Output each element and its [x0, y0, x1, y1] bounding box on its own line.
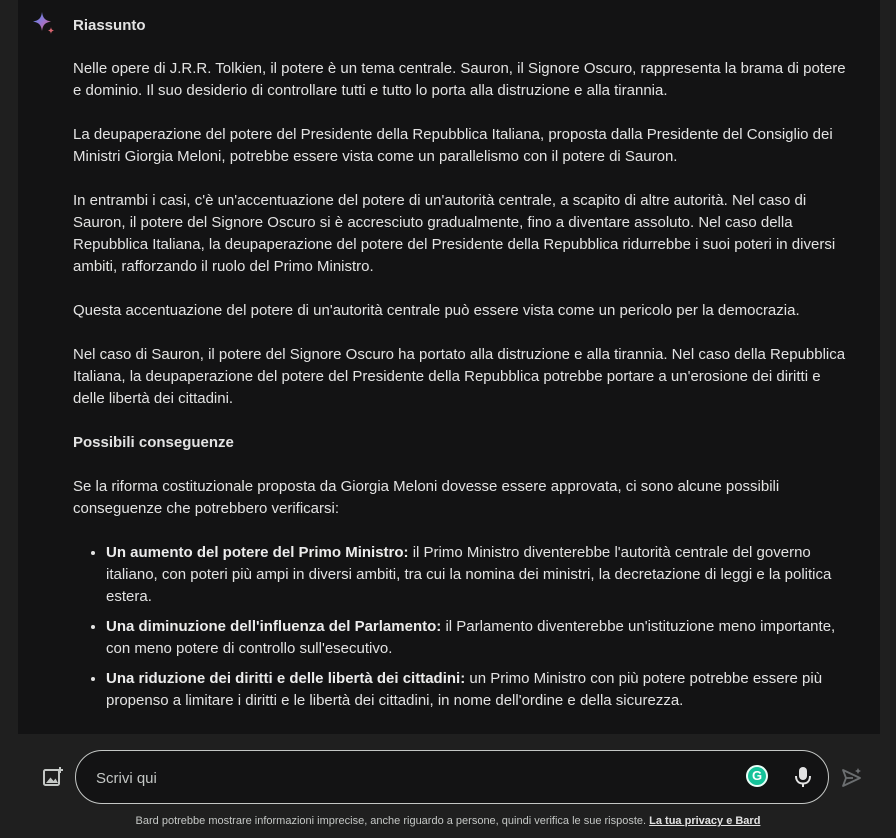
grammarly-icon[interactable] [746, 765, 768, 787]
response-paragraph: In entrambi i casi, c'è un'accentuazione del potere di un'autorità centrale, a scapito di altre autorità. Nel caso di Sauron, il potere del Signore Oscuro si è accresciuto gradualmente, fino a diventare assoluto. Nel caso della Repubblica Italiana, la deupaperazione del potere del Presidente della Repubblica ridurrebbe i suoi poteri in diversi ambiti, rafforzando il ruolo del Primo Ministro. [73, 192, 836, 275]
list-item-text: un Primo Ministro con più potere potrebbe essere più propenso a limitare i diritti e le libertà dei cittadini, in nome dell'ordine e della sicurezza. [106, 670, 823, 709]
list-item-text: il Parlamento diventerebbe un'istituzione meno importante, con meno potere di controllo sull'esecutivo. [106, 618, 836, 657]
send-icon[interactable] [841, 766, 863, 788]
microphone-icon[interactable] [792, 765, 814, 789]
response-paragraph: Nelle opere di J.R.R. Tolkien, il potere è un tema centrale. Sauron, il Signore Oscuro, rappresenta la brama di potere e dominio. Il suo desiderio di controllare tutti e tutto lo porta alla distruzione e alla tirannia. [73, 60, 846, 99]
list-item-text: il Primo Ministro diventerebbe l'autorità centrale del governo italiano, con poteri più ampi in diversi ambiti, tra cui la nomina dei ministri, la decretazione di leggi e la politica estera. [106, 544, 832, 605]
add-image-icon[interactable] [42, 766, 64, 788]
list-item [106, 668, 848, 712]
list-item [106, 542, 848, 608]
consequences-list [73, 542, 848, 712]
disclaimer [0, 814, 896, 828]
list-item-title: Una riduzione dei diritti e delle libertà dei cittadini: [106, 670, 466, 687]
list-item-title: Una diminuzione dell'influenza del Parlamento: [106, 618, 442, 635]
grammarly-letter: G [751, 768, 763, 783]
response-paragraph: La deupaperazione del potere del Presidente della Repubblica Italiana, proposta dalla Presidente del Consiglio dei Ministri Giorgia Meloni, potrebbe essere vista come un parallelismo con il potere di Sauron. [73, 126, 833, 165]
disclaimer-text: Bard potrebbe mostrare informazioni imprecise, anche riguardo a persone, quindi verifica le sue risposte. [135, 815, 650, 827]
section-subheading: Possibili conseguenze [73, 434, 234, 451]
response-title: Riassunto [73, 17, 146, 34]
prompt-input[interactable] [94, 765, 718, 791]
prompt-box [75, 750, 829, 804]
composer [0, 750, 896, 804]
response-body [73, 58, 848, 720]
list-item [106, 616, 848, 660]
response-paragraph: Se la riforma costituzionale proposta da Giorgia Meloni dovesse essere approvata, ci sono alcune possibili conseguenze che potrebbero verificarsi: [73, 478, 780, 517]
bard-sparkle-icon [30, 10, 56, 36]
response-paragraph: Questa accentuazione del potere di un'autorità centrale può essere vista come un pericolo per la democrazia. [73, 302, 800, 319]
response-paragraph: Nel caso di Sauron, il potere del Signore Oscuro ha portato alla distruzione e alla tirannia. Nel caso della Repubblica Italiana, la deupaperazione del potere del Presidente della Repubblica potrebbe portare a un'erosione dei diritti e delle libertà dei cittadini. [73, 346, 846, 407]
privacy-link[interactable]: La tua privacy e Bard [649, 815, 761, 827]
response-panel [18, 0, 880, 734]
list-item-title: Un aumento del potere del Primo Ministro: [106, 544, 409, 561]
